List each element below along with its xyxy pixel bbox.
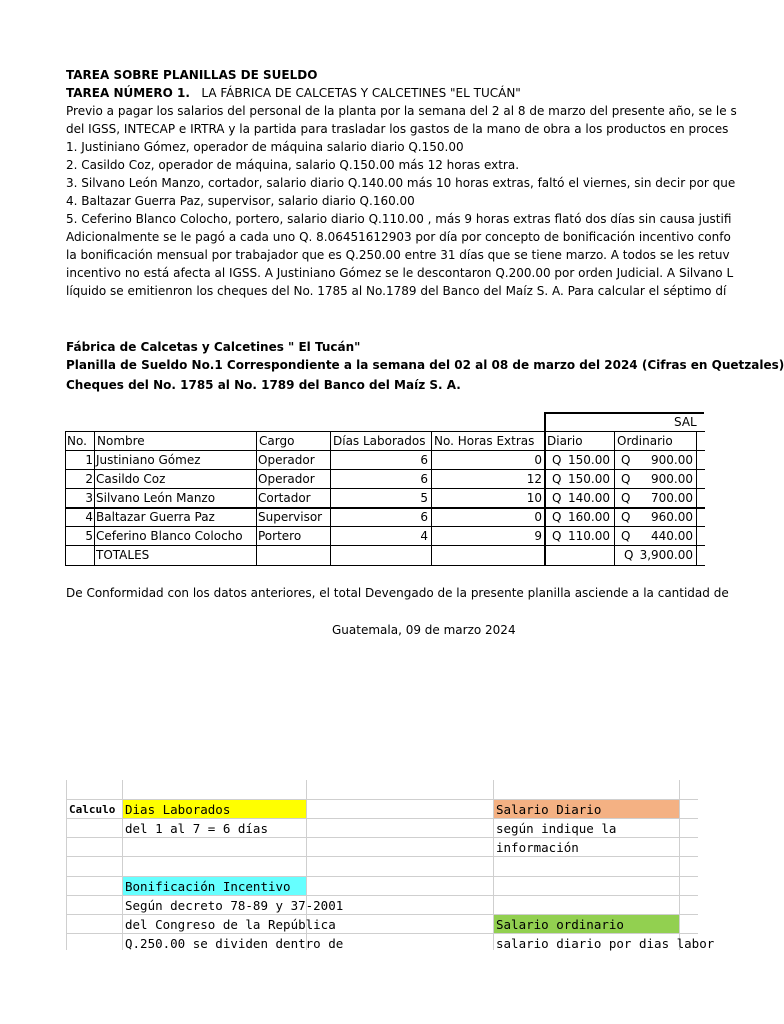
table-border	[65, 431, 66, 565]
cell-ordinario-currency: Q	[621, 510, 631, 524]
cell-horas: 10	[526, 491, 542, 505]
task-heading	[66, 84, 521, 102]
conformity-text: De Conformidad con los datos anteriores, el total Devengado de la presente planilla asciende a la cantidad de	[66, 586, 729, 600]
col-header-horas: No. Horas Extras	[434, 434, 535, 448]
table-border	[65, 565, 705, 566]
cell-ordinario: 440.00	[651, 529, 693, 543]
cell-ordinario-currency: Q	[621, 529, 631, 543]
cell-horas: 0	[534, 453, 542, 467]
cell-horas: 9	[534, 529, 542, 543]
employee-item: 3. Silvano León Manzo, cortador, salario diario Q.140.00 más 10 horas extras, faltó el viernes, sin decir por que	[66, 176, 736, 190]
col-header-no: No.	[67, 434, 87, 448]
table-border	[544, 412, 546, 565]
totals-label: TOTALES	[96, 548, 150, 562]
salario-ordinario-note: salario diario por dias labor	[496, 936, 715, 951]
cell-horas: 0	[534, 510, 542, 524]
bonificacion-note: Según decreto 78-89 y 37-2001	[125, 898, 344, 913]
bonificacion-note: Q.250.00 se dividen dentro de	[125, 936, 344, 951]
cell-diario-currency: Q	[552, 510, 562, 524]
dias-laborados-value: del 1 al 7 = 6 días	[125, 821, 268, 836]
cell-ordinario: 700.00	[651, 491, 693, 505]
snippet-gridline	[493, 780, 494, 950]
cell-dias: 6	[420, 472, 428, 486]
snippet-gridline	[679, 780, 680, 950]
task-company: LA FÁBRICA DE CALCETAS Y CALCETINES "EL TUCÁN"	[201, 86, 521, 100]
paragraph-line: líquido se emitienron los cheques del No. 1785 al No.1789 del Banco del Maíz S. A. Para calcular el séptimo dí	[66, 284, 727, 298]
salario-diario-note: información	[496, 840, 579, 855]
col-header-diario: Diario	[547, 434, 583, 448]
cell-no: 1	[85, 453, 93, 467]
cell-dias: 6	[420, 453, 428, 467]
salary-group-header: SAL	[674, 415, 697, 429]
cell-dias: 4	[420, 529, 428, 543]
table-border	[431, 431, 432, 565]
cell-dias: 6	[420, 510, 428, 524]
snippet-gridline	[66, 780, 67, 950]
cell-nombre: Justiniano Gómez	[96, 453, 201, 467]
col-header-dias: Días Laborados	[333, 434, 426, 448]
bonificacion-label: Bonificación Incentivo	[125, 879, 291, 894]
cell-diario: 150.00	[568, 472, 610, 486]
cell-ordinario-currency: Q	[621, 453, 631, 467]
cell-ordinario: 960.00	[651, 510, 693, 524]
paragraph-line: Adicionalmente se le pagó a cada uno Q. 8.06451612903 por día por concepto de bonificación incentivo confo	[66, 230, 731, 244]
calculation-snippet	[66, 780, 715, 951]
cell-cargo: Supervisor	[258, 510, 323, 524]
totals-ordinario: 3,900.00	[639, 548, 693, 562]
cell-diario: 150.00	[568, 453, 610, 467]
salario-diario-label: Salario Diario	[496, 802, 602, 817]
paragraph-line: del IGSS, INTECAP e IRTRA y la partida para trasladar los gastos de la mano de obra a los productos en proces	[66, 122, 729, 136]
paragraph-line: la bonificación mensual por trabajador que es Q.250.00 entre 31 días que se tiene marzo. A todos se les retuv	[66, 248, 730, 262]
snippet-gridline	[122, 780, 123, 950]
cell-ordinario-currency: Q	[621, 472, 631, 486]
cell-diario: 160.00	[568, 510, 610, 524]
cell-ordinario-currency: Q	[621, 491, 631, 505]
planilla-title: Planilla de Sueldo No.1 Correspondiente a la semana del 02 al 08 de marzo del 2024 (Cifras en Quetzales)	[66, 358, 784, 372]
cell-diario: 140.00	[568, 491, 610, 505]
snippet-gridline	[66, 856, 698, 857]
cell-diario-currency: Q	[552, 529, 562, 543]
document-title: TAREA SOBRE PLANILLAS DE SUELDO	[66, 68, 318, 82]
cell-ordinario: 900.00	[651, 453, 693, 467]
calculo-label: Calculo	[69, 803, 116, 816]
salario-diario-note: según indique la	[496, 821, 617, 836]
task-label: TAREA NÚMERO 1.	[66, 86, 190, 100]
table-border	[614, 431, 615, 565]
cheques-line: Cheques del No. 1785 al No. 1789 del Banco del Maíz S. A.	[66, 378, 461, 392]
employee-item: 4. Baltazar Guerra Paz, supervisor, salario diario Q.160.00	[66, 194, 415, 208]
col-header-ordinario: Ordinario	[617, 434, 673, 448]
dias-laborados-label: Dias Laborados	[125, 802, 231, 817]
table-border	[256, 431, 257, 565]
employee-item: 1. Justiniano Gómez, operador de máquina salario diario Q.150.00	[66, 140, 464, 154]
employee-item: 5. Ceferino Blanco Colocho, portero, salario diario Q.110.00 , más 9 horas extras flató dos días sin causa justifi	[66, 212, 732, 226]
cell-diario: 110.00	[568, 529, 610, 543]
place-date: Guatemala, 09 de marzo 2024	[332, 623, 516, 637]
totals-currency: Q	[624, 548, 634, 562]
cell-nombre: Baltazar Guerra Paz	[96, 510, 215, 524]
col-header-cargo: Cargo	[259, 434, 295, 448]
col-header-nombre: Nombre	[97, 434, 145, 448]
cell-nombre: Silvano León Manzo	[96, 491, 216, 505]
bonificacion-note: del Congreso de la República	[125, 917, 336, 932]
cell-dias: 5	[420, 491, 428, 505]
cell-nombre: Ceferino Blanco Colocho	[96, 529, 243, 543]
cell-cargo: Operador	[258, 453, 315, 467]
cell-no: 3	[85, 491, 93, 505]
table-border	[94, 431, 95, 565]
cell-diario-currency: Q	[552, 491, 562, 505]
paragraph-line: incentivo no está afecta al IGSS. A Justiniano Gómez se le descontaron Q.200.00 por orden Judicial. A Silvano L	[66, 266, 734, 280]
cell-nombre: Casildo Coz	[96, 472, 166, 486]
company-name: Fábrica de Calcetas y Calcetines " El Tucán"	[66, 340, 361, 354]
cell-no: 4	[85, 510, 93, 524]
table-border	[696, 431, 697, 565]
cell-cargo: Cortador	[258, 491, 311, 505]
cell-no: 5	[85, 529, 93, 543]
salario-ordinario-label: Salario ordinario	[496, 917, 624, 932]
cell-cargo: Portero	[258, 529, 302, 543]
paragraph-line: Previo a pagar los salarios del personal de la planta por la semana del 2 al 8 de marzo del presente año, se le s	[66, 104, 737, 118]
cell-cargo: Operador	[258, 472, 315, 486]
cell-diario-currency: Q	[552, 453, 562, 467]
cell-ordinario: 900.00	[651, 472, 693, 486]
cell-diario-currency: Q	[552, 472, 562, 486]
employee-item: 2. Casildo Coz, operador de máquina, salario Q.150.00 más 12 horas extra.	[66, 158, 520, 172]
cell-horas: 12	[526, 472, 542, 486]
table-border	[330, 431, 331, 565]
cell-no: 2	[85, 472, 93, 486]
